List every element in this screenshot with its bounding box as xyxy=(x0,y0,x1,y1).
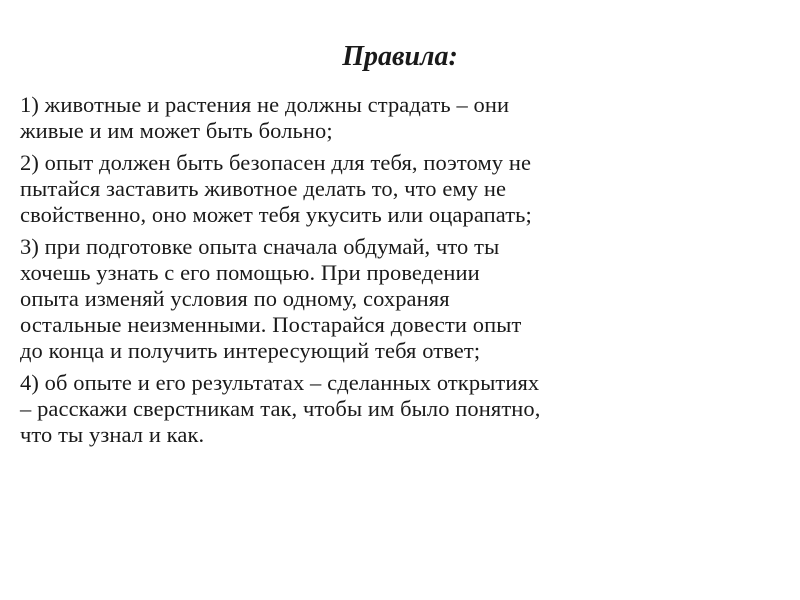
rule-line: 1) животные и растения не должны страдать – они xyxy=(20,92,510,117)
rule-line: живые и им может быть больно; xyxy=(20,118,333,143)
rule-item-3 xyxy=(20,234,788,364)
rule-line: опыта изменяй условия по одному, сохраняя xyxy=(20,286,450,311)
rule-line: 2) опыт должен быть безопасен для тебя, поэтому не xyxy=(20,150,532,175)
rule-line: что ты узнал и как. xyxy=(20,422,205,447)
slide-title: Правила: xyxy=(342,41,458,72)
rule-line: хочешь узнать с его помощью. При проведении xyxy=(20,260,480,285)
rule-line: 3) при подготовке опыта сначала обдумай, что ты xyxy=(20,234,500,259)
rule-item-2 xyxy=(20,150,788,228)
rule-line: 4) об опыте и его результатах – сделанных открытиях xyxy=(20,370,540,395)
rule-line: до конца и получить интересующий тебя ответ; xyxy=(20,338,481,363)
rule-line: – расскажи сверстникам так, чтобы им было понятно, xyxy=(20,396,541,421)
rules-list xyxy=(20,92,788,454)
rule-line: остальные неизменными. Постарайся довести опыт xyxy=(20,312,522,337)
rule-line: свойственно, оно может тебя укусить или оцарапать; xyxy=(20,202,532,227)
rule-item-4 xyxy=(20,370,788,448)
rule-line: пытайся заставить животное делать то, что ему не xyxy=(20,176,507,201)
rule-item-1 xyxy=(20,92,788,144)
